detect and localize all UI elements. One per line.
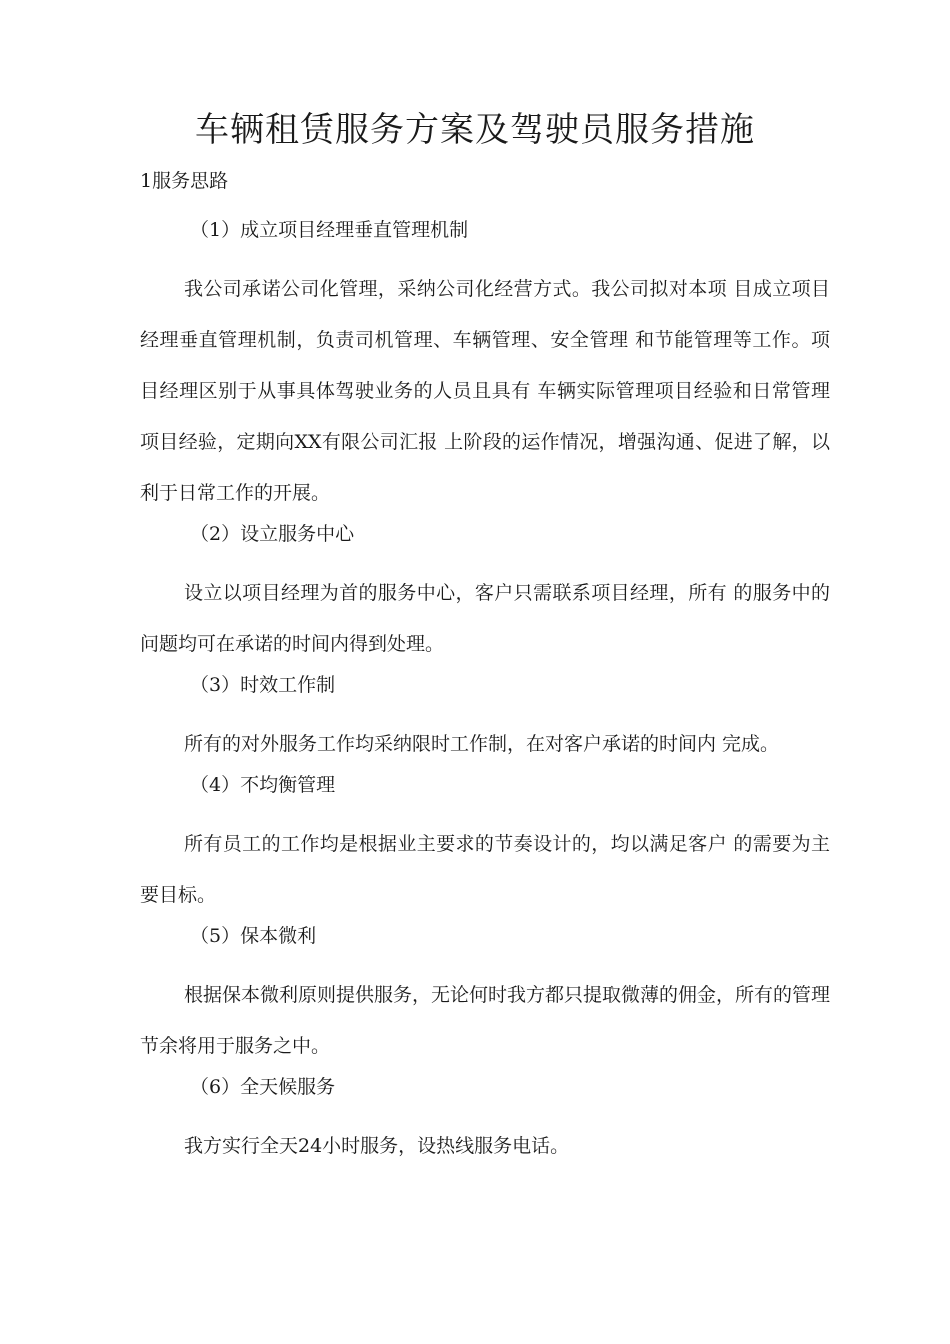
item-heading-2: （2）设立服务中心 bbox=[190, 523, 355, 545]
document-body bbox=[140, 214, 830, 1172]
item-paragraph-5: 根据保本微利原则提供服务，无论何时我方都只提取微薄的佣金，所有的管理节余将用于服务之中。 bbox=[140, 984, 831, 1057]
item-heading-6: （6）全天候服务 bbox=[190, 1076, 336, 1098]
item-paragraph-2: 设立以项目经理为首的服务中心，客户只需联系项目经理，所有 的服务中的问题均可在承诺的时间内得到处理。 bbox=[140, 582, 830, 655]
section-heading: 1服务思路 bbox=[140, 170, 229, 192]
item-paragraph-3: 所有的对外服务工作均采纳限时工作制，在对客户承诺的时间内 完成。 bbox=[184, 733, 780, 755]
item-heading-1: （1）成立项目经理垂直管理机制 bbox=[190, 219, 469, 241]
item-heading-4: （4）不均衡管理 bbox=[190, 774, 336, 796]
item-paragraph-4: 所有员工的工作均是根据业主要求的节奏设计的，均以满足客户 的需要为主要目标。 bbox=[140, 833, 830, 906]
item-paragraph-1: 我公司承诺公司化管理，采纳公司化经营方式。我公司拟对本项 目成立项目经理垂直管理机制，负责司机管理、车辆管理、安全管理 和节能管理等工作。项目经理区别于从事具体驾驶业务的人员且具有 车辆实际管理项目经验和日常管理项目经验，定期向XX有限公司汇报 上阶段的运作情况，增强沟通、促进了解，以利于日常工作的开展。 bbox=[140, 278, 830, 504]
item-paragraph-6: 我方实行全天24小时服务，设热线服务电话。 bbox=[184, 1135, 570, 1157]
item-heading-3: （3）时效工作制 bbox=[190, 674, 336, 696]
item-heading-5: （5）保本微利 bbox=[190, 925, 317, 947]
document-title: 车辆租赁服务方案及驾驶员服务措施 bbox=[195, 110, 755, 150]
